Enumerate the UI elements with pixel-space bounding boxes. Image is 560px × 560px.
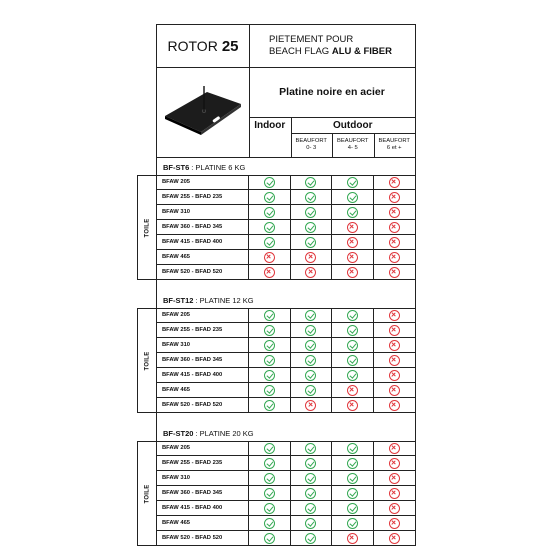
table-row	[157, 205, 415, 220]
status-cell	[332, 175, 374, 189]
steel-plate-image	[157, 67, 249, 157]
check-circle-icon	[305, 177, 316, 188]
platine-label: Platine noire en acier	[279, 86, 385, 98]
table-row	[157, 353, 415, 368]
check-circle-icon	[305, 385, 316, 396]
status-cell	[374, 456, 416, 470]
toile-group	[137, 308, 415, 413]
status-cell	[291, 308, 333, 322]
table-row	[157, 501, 415, 516]
cross-circle-icon	[389, 503, 400, 514]
status-cell	[291, 353, 333, 367]
check-circle-icon	[264, 370, 275, 381]
check-circle-icon	[305, 443, 316, 454]
status-cell	[249, 175, 291, 189]
check-circle-icon	[264, 355, 275, 366]
model-name: BFAW 520 - BFAD 520	[157, 265, 249, 279]
check-circle-icon	[264, 222, 275, 233]
table-row	[157, 190, 415, 205]
check-circle-icon	[305, 192, 316, 203]
table-row	[157, 250, 415, 265]
desc-line-2: BEACH FLAG ALU & FIBER	[269, 46, 392, 57]
check-circle-icon	[305, 325, 316, 336]
status-cell	[249, 441, 291, 455]
table-row	[157, 398, 415, 413]
model-name: BFAW 310	[157, 471, 249, 485]
status-cell	[249, 531, 291, 545]
check-circle-icon	[264, 192, 275, 203]
status-cell	[332, 456, 374, 470]
cross-circle-icon	[389, 488, 400, 499]
status-cell	[332, 235, 374, 249]
check-circle-icon	[305, 518, 316, 529]
check-circle-icon	[264, 207, 275, 218]
cross-circle-icon	[389, 177, 400, 188]
status-cell	[291, 265, 333, 279]
check-circle-icon	[264, 473, 275, 484]
check-circle-icon	[305, 355, 316, 366]
check-circle-icon	[264, 385, 275, 396]
status-cell	[249, 471, 291, 485]
status-cell	[249, 308, 291, 322]
cross-circle-icon	[264, 252, 275, 263]
product-name: ROTOR	[167, 38, 218, 54]
status-cell	[332, 205, 374, 219]
check-circle-icon	[347, 473, 358, 484]
status-cell	[291, 190, 333, 204]
status-cell	[332, 368, 374, 382]
model-name: BFAW 255 - BFAD 235	[157, 456, 249, 470]
cross-circle-icon	[389, 458, 400, 469]
model-name: BFAW 415 - BFAD 400	[157, 368, 249, 382]
check-circle-icon	[264, 310, 275, 321]
cross-circle-icon	[389, 252, 400, 263]
check-circle-icon	[264, 533, 275, 544]
status-cell	[374, 338, 416, 352]
check-circle-icon	[347, 488, 358, 499]
status-cell	[374, 531, 416, 545]
table-row	[157, 383, 415, 398]
toile-group	[137, 175, 415, 280]
cross-circle-icon	[347, 533, 358, 544]
check-circle-icon	[264, 400, 275, 411]
status-cell	[374, 323, 416, 337]
check-circle-icon	[347, 503, 358, 514]
status-cell	[374, 190, 416, 204]
status-cell	[332, 486, 374, 500]
status-cell	[374, 486, 416, 500]
product-number: 25	[221, 37, 239, 55]
status-cell	[249, 220, 291, 234]
status-cell	[374, 205, 416, 219]
check-circle-icon	[347, 325, 358, 336]
status-cell	[332, 516, 374, 530]
status-cell	[291, 368, 333, 382]
status-cell	[374, 175, 416, 189]
status-cell	[291, 398, 333, 412]
toile-label: TOILE	[137, 175, 157, 280]
cross-circle-icon	[264, 267, 275, 278]
model-name: BFAW 465	[157, 250, 249, 264]
check-circle-icon	[347, 340, 358, 351]
check-circle-icon	[305, 310, 316, 321]
check-circle-icon	[264, 177, 275, 188]
status-cell	[291, 486, 333, 500]
check-circle-icon	[305, 370, 316, 381]
beaufort-0-3-header: BEAUFORT 0- 3	[295, 138, 327, 151]
status-cell	[249, 516, 291, 530]
status-cell	[291, 338, 333, 352]
check-circle-icon	[347, 370, 358, 381]
cross-circle-icon	[389, 355, 400, 366]
status-cell	[332, 398, 374, 412]
status-cell	[249, 368, 291, 382]
indoor-header: Indoor	[254, 119, 286, 131]
check-circle-icon	[264, 237, 275, 248]
status-cell	[291, 383, 333, 397]
product-description	[249, 25, 415, 67]
cross-circle-icon	[347, 267, 358, 278]
model-name: BFAW 310	[157, 205, 249, 219]
status-cell	[249, 265, 291, 279]
status-cell	[374, 383, 416, 397]
cross-circle-icon	[389, 518, 400, 529]
cross-circle-icon	[389, 370, 400, 381]
status-cell	[291, 516, 333, 530]
cross-circle-icon	[389, 207, 400, 218]
status-cell	[332, 250, 374, 264]
status-cell	[374, 235, 416, 249]
status-cell	[291, 175, 333, 189]
status-cell	[374, 353, 416, 367]
cross-circle-icon	[389, 400, 400, 411]
model-name: BFAW 205	[157, 308, 249, 322]
model-name: BFAW 465	[157, 516, 249, 530]
status-cell	[374, 441, 416, 455]
model-name: BFAW 520 - BFAD 520	[157, 398, 249, 412]
cross-circle-icon	[389, 222, 400, 233]
cross-circle-icon	[389, 325, 400, 336]
cross-circle-icon	[389, 192, 400, 203]
status-cell	[332, 471, 374, 485]
table-row	[157, 235, 415, 250]
status-cell	[332, 353, 374, 367]
status-cell	[249, 190, 291, 204]
cross-circle-icon	[347, 252, 358, 263]
table-row	[157, 456, 415, 471]
model-name: BFAW 360 - BFAD 345	[157, 353, 249, 367]
table-row	[157, 338, 415, 353]
section-title: BF-ST6 : PLATINE 6 KG	[163, 162, 246, 172]
status-cell	[249, 486, 291, 500]
status-cell	[332, 383, 374, 397]
status-cell	[332, 308, 374, 322]
model-name: BFAW 310	[157, 338, 249, 352]
status-cell	[249, 456, 291, 470]
check-circle-icon	[347, 458, 358, 469]
check-circle-icon	[305, 207, 316, 218]
cross-circle-icon	[389, 267, 400, 278]
status-cell	[332, 323, 374, 337]
status-cell	[374, 516, 416, 530]
cross-circle-icon	[305, 400, 316, 411]
table-row	[157, 441, 415, 456]
model-name: BFAW 360 - BFAD 345	[157, 486, 249, 500]
status-cell	[374, 308, 416, 322]
status-cell	[332, 265, 374, 279]
table-row	[157, 471, 415, 486]
cross-circle-icon	[347, 237, 358, 248]
status-cell	[249, 501, 291, 515]
check-circle-icon	[347, 207, 358, 218]
status-cell	[249, 323, 291, 337]
status-cell	[332, 531, 374, 545]
status-cell	[249, 383, 291, 397]
status-cell	[374, 250, 416, 264]
divider	[157, 157, 415, 158]
status-cell	[249, 250, 291, 264]
status-cell	[291, 220, 333, 234]
table-row	[157, 175, 415, 190]
toile-label: TOILE	[137, 308, 157, 413]
check-circle-icon	[305, 340, 316, 351]
status-cell	[374, 220, 416, 234]
section-title: BF-ST12 : PLATINE 12 KG	[163, 295, 254, 305]
outdoor-header: Outdoor	[333, 119, 373, 131]
check-circle-icon	[347, 443, 358, 454]
table-row	[157, 308, 415, 323]
status-cell	[249, 235, 291, 249]
status-cell	[291, 531, 333, 545]
model-name: BFAW 520 - BFAD 520	[157, 531, 249, 545]
cross-circle-icon	[389, 340, 400, 351]
status-cell	[291, 250, 333, 264]
check-circle-icon	[347, 192, 358, 203]
model-name: BFAW 415 - BFAD 400	[157, 235, 249, 249]
cross-circle-icon	[389, 310, 400, 321]
check-circle-icon	[305, 533, 316, 544]
table-row	[157, 531, 415, 546]
status-cell	[374, 265, 416, 279]
status-cell	[249, 398, 291, 412]
check-circle-icon	[264, 340, 275, 351]
check-circle-icon	[305, 222, 316, 233]
desc-line-1: PIETEMENT POUR	[269, 34, 354, 45]
table-row	[157, 323, 415, 338]
product-title	[157, 25, 249, 67]
status-cell	[291, 235, 333, 249]
status-cell	[332, 501, 374, 515]
check-circle-icon	[264, 443, 275, 454]
status-cell	[374, 501, 416, 515]
toile-group	[137, 441, 415, 546]
compatibility-sheet	[144, 24, 416, 546]
cross-circle-icon	[389, 473, 400, 484]
check-circle-icon	[305, 488, 316, 499]
check-circle-icon	[305, 473, 316, 484]
check-circle-icon	[264, 518, 275, 529]
section-title: BF-ST20 : PLATINE 20 KG	[163, 428, 254, 438]
model-name: BFAW 415 - BFAD 400	[157, 501, 249, 515]
check-circle-icon	[305, 503, 316, 514]
status-cell	[291, 501, 333, 515]
check-circle-icon	[305, 237, 316, 248]
cross-circle-icon	[389, 533, 400, 544]
check-circle-icon	[347, 518, 358, 529]
cross-circle-icon	[305, 252, 316, 263]
status-cell	[291, 471, 333, 485]
status-cell	[332, 220, 374, 234]
check-circle-icon	[264, 503, 275, 514]
status-cell	[374, 368, 416, 382]
status-cell	[249, 353, 291, 367]
model-name: BFAW 465	[157, 383, 249, 397]
status-cell	[291, 441, 333, 455]
check-circle-icon	[264, 325, 275, 336]
model-name: BFAW 255 - BFAD 235	[157, 190, 249, 204]
cross-circle-icon	[389, 385, 400, 396]
status-cell	[332, 441, 374, 455]
model-name: BFAW 205	[157, 175, 249, 189]
cross-circle-icon	[305, 267, 316, 278]
cross-circle-icon	[347, 385, 358, 396]
cross-circle-icon	[389, 237, 400, 248]
status-cell	[249, 205, 291, 219]
check-circle-icon	[347, 310, 358, 321]
status-cell	[374, 471, 416, 485]
status-cell	[291, 323, 333, 337]
status-cell	[332, 338, 374, 352]
beaufort-4-5-header: BEAUFORT 4- 5	[337, 138, 369, 151]
cross-circle-icon	[389, 443, 400, 454]
status-cell	[332, 190, 374, 204]
table-row	[157, 516, 415, 531]
status-cell	[291, 205, 333, 219]
toile-label: TOILE	[137, 441, 157, 546]
check-circle-icon	[264, 488, 275, 499]
table-row	[157, 265, 415, 280]
status-cell	[291, 456, 333, 470]
model-name: BFAW 255 - BFAD 235	[157, 323, 249, 337]
check-circle-icon	[264, 458, 275, 469]
status-cell	[374, 398, 416, 412]
check-circle-icon	[347, 177, 358, 188]
model-name: BFAW 205	[157, 441, 249, 455]
table-row	[157, 220, 415, 235]
check-circle-icon	[305, 458, 316, 469]
cross-circle-icon	[347, 222, 358, 233]
status-cell	[249, 338, 291, 352]
table-row	[157, 486, 415, 501]
table-row	[157, 368, 415, 383]
cross-circle-icon	[347, 400, 358, 411]
beaufort-6-plus-header: BEAUFORT 6 et +	[378, 138, 410, 151]
check-circle-icon	[347, 355, 358, 366]
model-name: BFAW 360 - BFAD 345	[157, 220, 249, 234]
